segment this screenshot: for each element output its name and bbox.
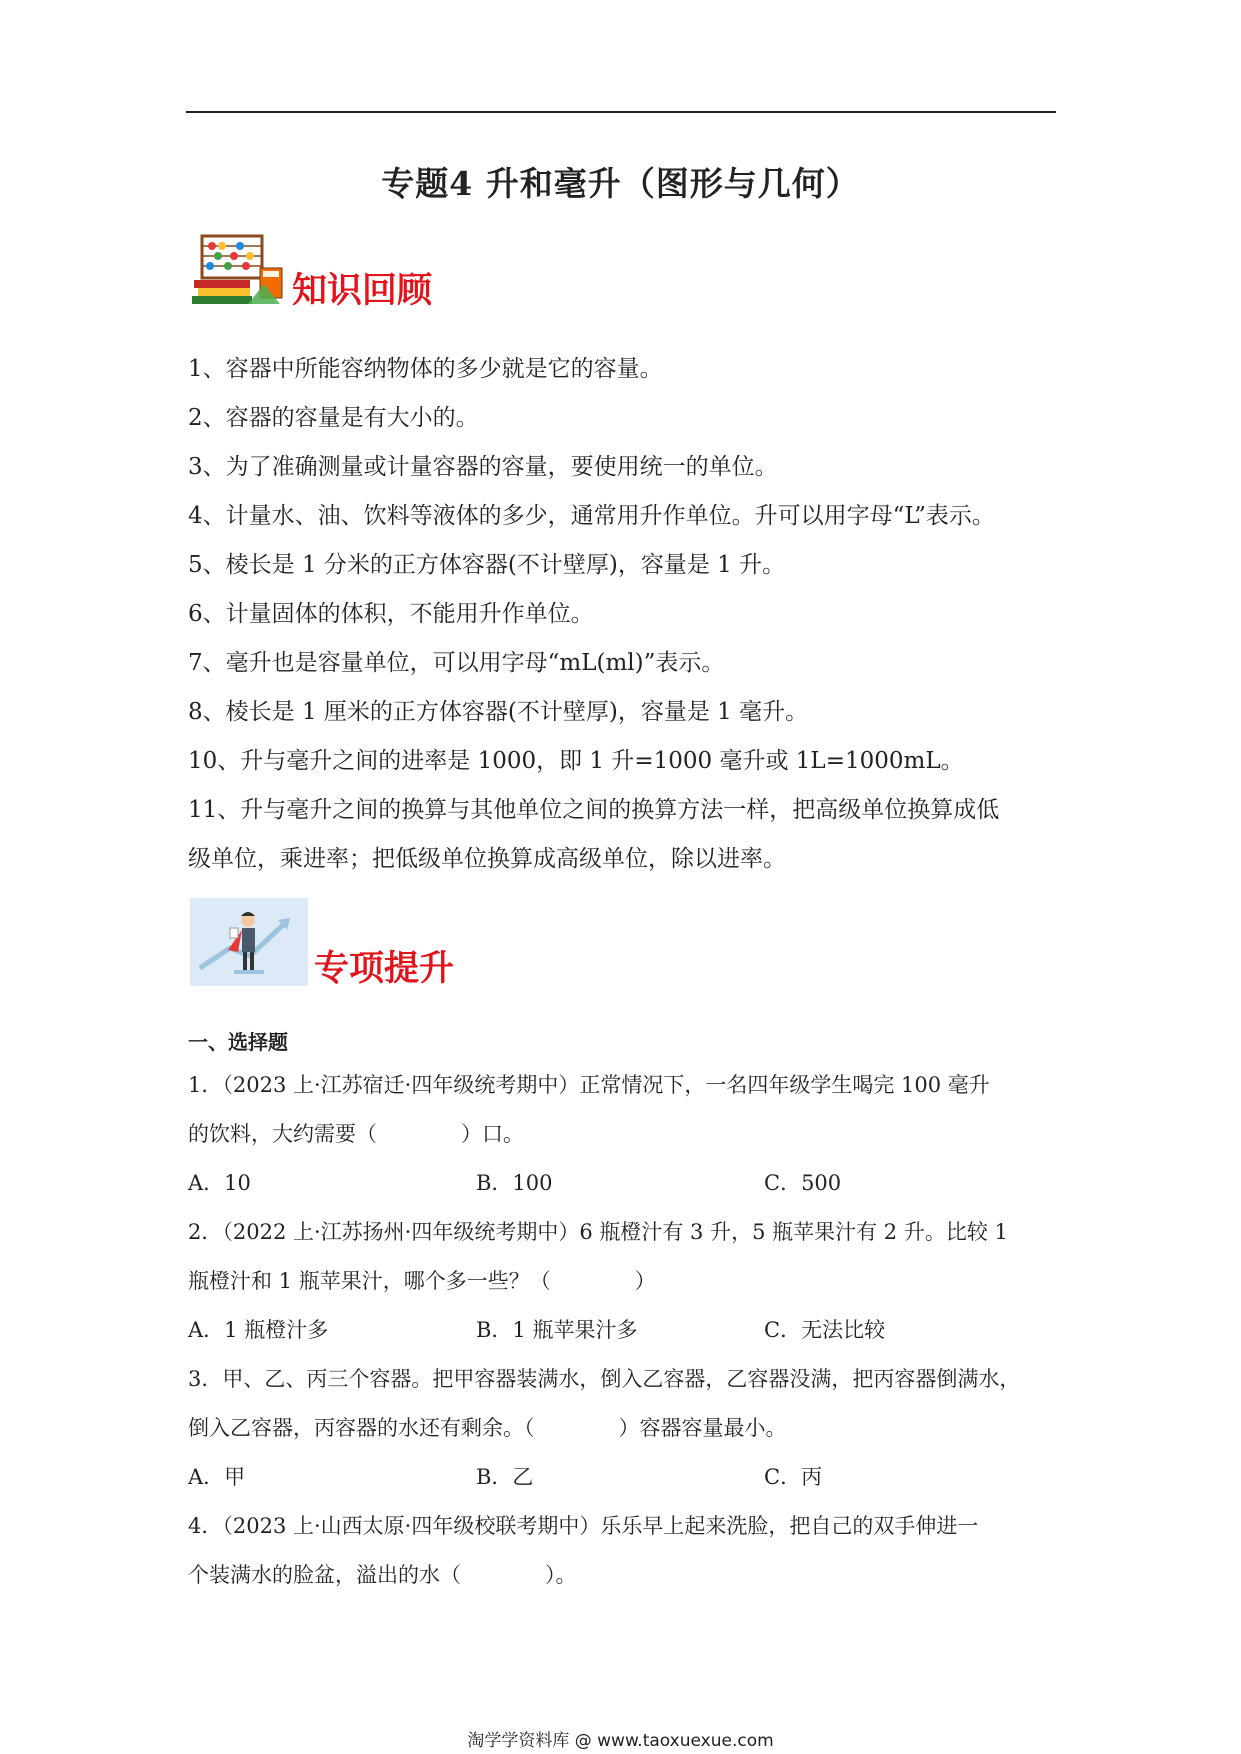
option-c: C．丙 (764, 1465, 823, 1489)
knowledge-line: 4、计量水、油、饮料等液体的多少，通常用升作单位。升可以用字母“L”表示。 (188, 503, 995, 529)
page-title: 专题4 升和毫升（图形与几何） (381, 164, 860, 203)
knowledge-line: 2、容器的容量是有大小的。 (188, 405, 479, 431)
option-a: A．甲 (188, 1465, 246, 1489)
knowledge-line: 7、毫升也是容量单位，可以用字母“mL(ml)”表示。 (188, 650, 725, 676)
question-2-line-1: 2．（2022 上·江苏扬州·四年级统考期中）6 瓶橙汁有 3 升，5 瓶苹果汁有 2 升。比较 1 (188, 1220, 1008, 1244)
knowledge-line: 6、计量固体的体积，不能用升作单位。 (188, 601, 594, 627)
header-rule (186, 111, 1056, 113)
option-c: C．无法比较 (764, 1318, 886, 1342)
footer-watermark: 淘学学资料库 @ www.taoxuexue.com (467, 1731, 774, 1751)
knowledge-line: 8、棱长是 1 厘米的正方体容器(不计壁厚)，容量是 1 毫升。 (188, 699, 809, 725)
knowledge-line: 3、为了准确测量或计量容器的容量，要使用统一的单位。 (188, 454, 778, 480)
subsection-title: 一、选择题 (188, 1030, 288, 1054)
option-b: B．乙 (476, 1465, 534, 1489)
question-1-line-2: 的饮料，大约需要（ ）口。 (188, 1122, 524, 1146)
question-1-line-1: 1．（2023 上·江苏宿迁·四年级统考期中）正常情况下，一名四年级学生喝完 100 毫升 (188, 1073, 990, 1097)
option-b: B．1 瓶苹果汁多 (476, 1318, 638, 1342)
section-knowledge-review (190, 228, 433, 311)
knowledge-line: 1、容器中所能容纳物体的多少就是它的容量。 (188, 356, 663, 382)
knowledge-line: 5、棱长是 1 分米的正方体容器(不计壁厚)，容量是 1 升。 (188, 552, 786, 578)
knowledge-line: 11、升与毫升之间的换算与其他单位之间的换算方法一样，把高级单位换算成低 (188, 797, 1000, 823)
option-a: A．10 (188, 1171, 251, 1195)
person-growth-icon (190, 898, 308, 986)
question-3-line-2: 倒入乙容器，丙容器的水还有剩余。（ ）容器容量最小。 (188, 1416, 787, 1440)
knowledge-line: 10、升与毫升之间的进率是 1000，即 1 升=1000 毫升或 1L=1000mL。 (188, 748, 964, 774)
option-a: A．1 瓶橙汁多 (188, 1318, 329, 1342)
question-2-line-2: 瓶橙汁和 1 瓶苹果汁，哪个多一些？（ ） (188, 1269, 656, 1293)
section-knowledge-title: 知识回顾 (292, 270, 433, 311)
section-practice-title: 专项提升 (314, 948, 455, 989)
knowledge-line: 级单位，乘进率；把低级单位换算成高级单位，除以进率。 (188, 846, 786, 872)
question-3-line-1: 3．甲、乙、丙三个容器。把甲容器装满水，倒入乙容器，乙容器没满，把丙容器倒满水， (188, 1367, 1021, 1391)
question-4-line-1: 4．（2023 上·山西太原·四年级校联考期中）乐乐早上起来洗脸，把自己的双手伸进一 (188, 1514, 979, 1538)
abacus-books-icon (190, 228, 286, 308)
question-4-line-2: 个装满水的脸盆，溢出的水（ ）。 (188, 1563, 577, 1587)
option-b: B．100 (476, 1171, 553, 1195)
option-c: C．500 (764, 1171, 842, 1195)
section-special-practice (190, 898, 455, 989)
